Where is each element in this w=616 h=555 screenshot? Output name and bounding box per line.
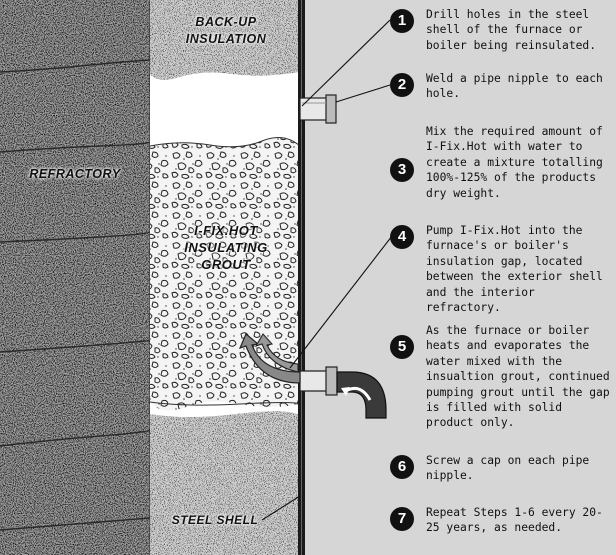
- step-text: Drill holes in the steel shell of the furnace or boiler being reinsulated.: [426, 8, 597, 52]
- grout-label: [166, 222, 286, 273]
- step-text: Screw a cap on each pipe nipple.: [426, 454, 590, 483]
- step-number-badge: 6: [390, 455, 414, 479]
- step-text: Repeat Steps 1-6 every 20-25 years, as needed.: [426, 506, 603, 535]
- upper-pipe-nipple: [300, 95, 336, 123]
- insulation-gap: [150, 0, 300, 555]
- step-number-badge: 5: [390, 335, 414, 359]
- steel-shell: [298, 0, 305, 555]
- backup-insulation-line2: INSULATION: [185, 32, 267, 46]
- step-text: Mix the required amount of I-Fix.Hot with water to create a mixture totalling 100%-125% of the products dry weight.: [426, 125, 603, 200]
- step-number-badge: 1: [390, 9, 414, 33]
- refractory-wall: [0, 0, 152, 555]
- step-number-badge: 3: [390, 158, 414, 182]
- step-number-badge: 2: [390, 73, 414, 97]
- backup-insulation-label: [160, 14, 292, 48]
- backup-insulation-line1: BACK-UP: [195, 15, 257, 29]
- step-text: As the furnace or boiler heats and evaporates the water mixed with the insualtion grout, continued pumping grout until the gap is filled with solid product only.: [426, 324, 610, 430]
- steel-shell-label: STEEL SHELL: [171, 513, 259, 527]
- step-number-badge: 7: [390, 507, 414, 531]
- grout-line1: I-FIX.HOT: [194, 223, 258, 238]
- step-text: Pump I-Fix.Hot into the furnace's or boiler's insulation gap, located between the exterior shell and the interior refractory.: [426, 224, 603, 315]
- grout-line2: INSULATING: [184, 240, 268, 255]
- refractory-label: REFRACTORY: [29, 167, 121, 181]
- grout-line3: GROUT: [201, 257, 251, 272]
- step-text: Weld a pipe nipple to each hole.: [426, 72, 603, 101]
- step-number-badge: 4: [390, 225, 414, 249]
